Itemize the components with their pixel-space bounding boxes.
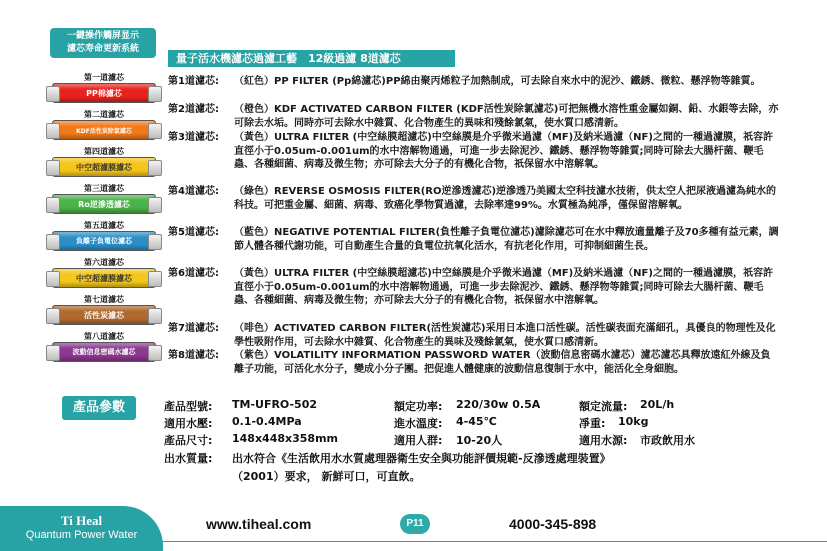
filter-cartridge-name: 中空超濾膜濾芯 bbox=[76, 273, 132, 283]
filter-cartridge-8 bbox=[48, 329, 160, 366]
quality-line-2: （2001）要求， 新鮮可口，可直飲。 bbox=[232, 470, 421, 483]
stage-label: 第1道濾芯: bbox=[168, 76, 219, 87]
filter-description-2 bbox=[168, 103, 780, 130]
filter-cartridge-name: 中空超濾膜濾芯 bbox=[76, 162, 132, 172]
stage-text: （黃色）ULTRA FILTER (中空絲膜超濾芯)中空絲膜是介乎微米過濾（MF)及納米過濾（NF)之間的一種過濾膜，祇容許直徑小于0.05um-0.001um的水中溶解物通過，可進一步去除泥沙、鐵銹、懸浮物等雜質;同時可除去大腸杆菌、鞭毛蟲、各種細菌、病毒及微生物；亦可除去大分子的有機化合物，祇保留水中溶解氧。 bbox=[234, 268, 773, 306]
website-link[interactable]: www.tiheal.com bbox=[206, 516, 312, 532]
power-value: 220/30w 0.5A bbox=[456, 398, 541, 411]
stage-text: （藍色）NEGATIVE POTENTIAL FILTER(負性離子負電位濾芯)濾除濾芯可在水中釋放適量離子及70多種有益元素，調節人體各種代謝功能，可自動產生合量的負電位抗氧化活水，有抗老化作用，可抑制細菌生長。 bbox=[234, 227, 779, 252]
filter-description-5 bbox=[168, 226, 780, 253]
page-number: P11 bbox=[400, 514, 430, 534]
filter-stage-label: 第一道濾芯 bbox=[84, 73, 124, 82]
feature-badge-line-2: 濾芯寿命更新系統 bbox=[66, 44, 139, 54]
temp-label: 進水溫度: bbox=[394, 417, 443, 430]
filter-stage-label: 第二道濾芯 bbox=[84, 110, 124, 119]
filter-cartridge-7 bbox=[48, 292, 160, 329]
filter-cartridge-icon bbox=[52, 83, 156, 103]
filter-cartridge-name: 波動信息密碼水濾芯 bbox=[72, 348, 136, 356]
stage-label: 第5道濾芯: bbox=[168, 227, 219, 238]
filter-cartridge-name: 活性炭濾芯 bbox=[84, 310, 124, 320]
stage-label: 第8道濾芯: bbox=[168, 350, 219, 361]
stage-text: （紅色）PP FILTER (Pp綿濾芯)PP綿由聚丙烯粒子加熱制成，可去除自來水中的泥沙、鐵銹、微粒、懸浮物等雜質。 bbox=[234, 76, 761, 87]
filter-description-3 bbox=[168, 131, 780, 172]
pressure-value: 0.1-0.4MPa bbox=[232, 415, 302, 428]
size-value: 148x448x358mm bbox=[232, 432, 338, 445]
flow-label: 額定流量: bbox=[579, 400, 628, 413]
power-label: 額定功率: bbox=[394, 400, 443, 413]
model-label: 產品型號: bbox=[164, 400, 213, 413]
filter-description-8 bbox=[168, 349, 780, 376]
stage-label: 第2道濾芯: bbox=[168, 104, 219, 115]
stage-text: （橙色）KDF ACTIVATED CARBON FILTER (KDF活性炭除氯濾芯)可把無機水溶性重金屬如銅、鉛、水銀等去除，亦可除去水垢。同時亦可去除水中雜質、化合物產生的異味和殘餘氯氣，使水質口感清新。 bbox=[234, 104, 779, 129]
people-label: 適用人群: bbox=[394, 434, 443, 447]
stage-label: 第3道濾芯: bbox=[168, 132, 219, 143]
stage-label: 第7道濾芯: bbox=[168, 323, 219, 334]
people-value: 10-20人 bbox=[456, 434, 503, 447]
filter-cartridge-icon bbox=[52, 231, 156, 251]
filter-stage-label: 第五道濾芯 bbox=[84, 221, 124, 230]
stage-text: （黃色）ULTRA FILTER (中空絲膜超濾芯)中空絲膜是介乎微米過濾（MF)及納米過濾（NF)之間的一種過濾膜，祇容許直徑小于0.05um-0.001um的水中溶解物通過，可進一步去除泥沙、鐵銹、懸浮物等雜質;同時可除去大腸杆菌、鞭毛蟲、各種細菌、病毒及微生物；亦可除去大分子的有機化合物，祇保留水中溶解氧。 bbox=[234, 132, 773, 170]
feature-badge bbox=[50, 28, 156, 58]
quality-line-1: 出水符合《生活飲用水水質處理器衛生安全與功能評價規範-反滲透處理裝置》 bbox=[232, 452, 611, 465]
quality-label: 出水質量: bbox=[164, 452, 213, 465]
filter-cartridge-name: Ro逆滲透濾芯 bbox=[78, 199, 130, 209]
source-value: 市政飲用水 bbox=[640, 434, 695, 447]
filter-stage-label: 第八道濾芯 bbox=[84, 332, 124, 341]
page-title: 量子活水機濾芯過濾工藝 12級過濾 8道濾芯 bbox=[168, 50, 455, 67]
filter-description-1 bbox=[168, 75, 780, 89]
filter-stage-label: 第四道濾芯 bbox=[84, 147, 124, 156]
temp-value: 4-45℃ bbox=[456, 415, 497, 428]
filter-cartridge-icon bbox=[52, 120, 156, 140]
flow-value: 20L/h bbox=[640, 398, 675, 411]
filter-cartridge-3 bbox=[48, 144, 160, 181]
filter-description-4 bbox=[168, 185, 780, 212]
weight-value: 10kg bbox=[618, 415, 649, 428]
stage-text: （紫色）VOLATILITY INFORMATION PASSWORD WATER（波動信息密碼水濾芯）濾芯濾芯具釋放遠紅外線及負離子功能，可活化水分子，變成小分子團。把促進人體健康的波動信息復制于水中，能活化全身細胞。 bbox=[234, 350, 771, 375]
filter-stage-label: 第七道濾芯 bbox=[84, 295, 124, 304]
filter-cartridge-column bbox=[48, 70, 160, 366]
filter-cartridge-name: PP棉濾芯 bbox=[86, 88, 122, 98]
source-label: 適用水源: bbox=[579, 434, 628, 447]
filter-cartridge-1 bbox=[48, 70, 160, 107]
pressure-label: 適用水壓: bbox=[164, 417, 213, 430]
params-heading: 產品參數 bbox=[62, 396, 136, 420]
weight-label: 凈重: bbox=[579, 417, 606, 430]
filter-cartridge-icon bbox=[52, 157, 156, 177]
stage-text: （綠色）REVERSE OSMOSIS FILTER(RO逆滲透濾芯)逆滲透乃美國太空科技濾水技術，供太空人把尿液過濾為純水的科技。可把重金屬、細菌、病毒、致癌化學物質過濾，去除率達99%。水質極為純凈，僅保留溶解氧。 bbox=[234, 186, 777, 211]
stage-text: （啡色）ACTIVATED CARBON FILTER(活性炭濾芯)采用日本進口活性碳。活性碳表面充滿細孔，具優良的物理性及化學性吸附作用，可去除水中雜質、化合物產生的異味及殘餘氯氣，使水質口感清新。 bbox=[234, 323, 776, 348]
filter-cartridge-name: 負離子負電位濾芯 bbox=[76, 237, 132, 245]
feature-badge-line-1: 一鍵操作觸屏显示 bbox=[66, 31, 139, 41]
filter-cartridge-5 bbox=[48, 218, 160, 255]
phone-number: 4000-345-898 bbox=[509, 516, 597, 532]
filter-cartridge-2 bbox=[48, 107, 160, 144]
stage-label: 第4道濾芯: bbox=[168, 186, 219, 197]
filter-cartridge-icon bbox=[52, 194, 156, 214]
filter-cartridge-icon bbox=[52, 268, 156, 288]
filter-cartridge-6 bbox=[48, 255, 160, 292]
model-value: TM-UFRO-502 bbox=[232, 398, 318, 411]
brand-logo bbox=[0, 506, 163, 551]
filter-description-7 bbox=[168, 322, 780, 349]
filter-description-6 bbox=[168, 267, 780, 308]
filter-stage-label: 第六道濾芯 bbox=[84, 258, 124, 267]
filter-cartridge-4 bbox=[48, 181, 160, 218]
filter-cartridge-icon bbox=[52, 342, 156, 362]
filter-cartridge-name: KDF活性炭除氯濾芯 bbox=[76, 127, 132, 135]
brand-tagline: Quantum Power Water bbox=[25, 529, 138, 541]
filter-stage-label: 第三道濾芯 bbox=[84, 184, 124, 193]
stage-label: 第6道濾芯: bbox=[168, 268, 219, 279]
filter-cartridge-icon bbox=[52, 305, 156, 325]
brand-name: Ti Heal bbox=[60, 513, 103, 528]
size-label: 產品尺寸: bbox=[164, 434, 213, 447]
